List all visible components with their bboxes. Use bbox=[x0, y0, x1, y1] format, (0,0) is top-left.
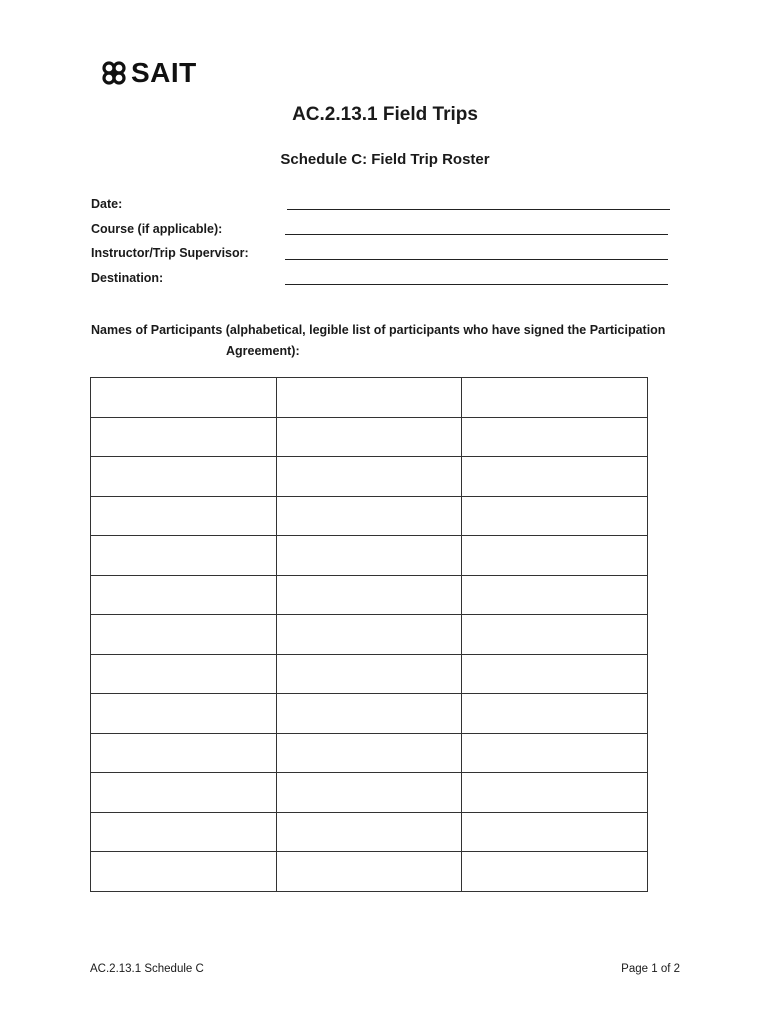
roster-cell[interactable] bbox=[276, 615, 462, 655]
table-row bbox=[91, 536, 648, 576]
roster-cell[interactable] bbox=[462, 654, 648, 694]
course-field-line[interactable] bbox=[285, 234, 668, 235]
roster-cell[interactable] bbox=[91, 733, 277, 773]
table-row bbox=[91, 852, 648, 892]
roster-cell[interactable] bbox=[462, 536, 648, 576]
roster-cell[interactable] bbox=[91, 496, 277, 536]
roster-cell[interactable] bbox=[91, 694, 277, 734]
roster-cell[interactable] bbox=[91, 812, 277, 852]
roster-cell[interactable] bbox=[91, 575, 277, 615]
roster-cell[interactable] bbox=[91, 654, 277, 694]
date-label: Date: bbox=[91, 197, 123, 211]
participant-roster-table bbox=[90, 377, 648, 892]
table-row bbox=[91, 773, 648, 813]
roster-cell[interactable] bbox=[462, 733, 648, 773]
table-row bbox=[91, 694, 648, 734]
roster-cell[interactable] bbox=[91, 378, 277, 418]
roster-cell[interactable] bbox=[462, 812, 648, 852]
table-row bbox=[91, 812, 648, 852]
date-field-line[interactable] bbox=[287, 209, 670, 210]
instructor-label: Instructor/Trip Supervisor: bbox=[91, 246, 249, 260]
roster-cell[interactable] bbox=[276, 733, 462, 773]
roster-cell[interactable] bbox=[276, 773, 462, 813]
table-row bbox=[91, 615, 648, 655]
footer-page-number: Page 1 of 2 bbox=[621, 963, 680, 975]
roster-cell[interactable] bbox=[462, 694, 648, 734]
table-row bbox=[91, 496, 648, 536]
table-row bbox=[91, 733, 648, 773]
table-row bbox=[91, 654, 648, 694]
instructor-field-line[interactable] bbox=[285, 259, 668, 260]
footer-document-id: AC.2.13.1 Schedule C bbox=[90, 963, 204, 975]
destination-field-line[interactable] bbox=[285, 284, 668, 285]
roster-cell[interactable] bbox=[276, 654, 462, 694]
roster-cell[interactable] bbox=[276, 812, 462, 852]
roster-cell[interactable] bbox=[462, 378, 648, 418]
roster-cell[interactable] bbox=[91, 536, 277, 576]
roster-cell[interactable] bbox=[276, 575, 462, 615]
roster-cell[interactable] bbox=[462, 615, 648, 655]
roster-cell[interactable] bbox=[462, 575, 648, 615]
roster-cell[interactable] bbox=[462, 457, 648, 497]
roster-cell[interactable] bbox=[276, 496, 462, 536]
page-subtitle: Schedule C: Field Trip Roster bbox=[280, 151, 490, 168]
table-row bbox=[91, 575, 648, 615]
sait-logo bbox=[101, 58, 197, 88]
table-row bbox=[91, 378, 648, 418]
instructions-line-2: Agreement): bbox=[226, 344, 300, 358]
roster-cell[interactable] bbox=[91, 852, 277, 892]
roster-cell[interactable] bbox=[91, 615, 277, 655]
participants-instructions bbox=[91, 320, 691, 362]
roster-cell[interactable] bbox=[462, 417, 648, 457]
roster-cell[interactable] bbox=[91, 773, 277, 813]
roster-cell[interactable] bbox=[91, 417, 277, 457]
logo-wordmark: SAIT bbox=[131, 57, 197, 88]
roster-cell[interactable] bbox=[276, 852, 462, 892]
roster-cell[interactable] bbox=[276, 457, 462, 497]
roster-cell[interactable] bbox=[276, 536, 462, 576]
roster-cell[interactable] bbox=[276, 378, 462, 418]
course-label: Course (if applicable): bbox=[91, 222, 223, 236]
roster-cell[interactable] bbox=[462, 496, 648, 536]
page-title: AC.2.13.1 Field Trips bbox=[292, 104, 478, 125]
roster-cell[interactable] bbox=[276, 694, 462, 734]
instructions-line-1: Names of Participants (alphabetical, legible list of participants who have signed the Participation bbox=[91, 323, 666, 337]
destination-label: Destination: bbox=[91, 271, 164, 285]
table-row bbox=[91, 457, 648, 497]
roster-cell[interactable] bbox=[462, 773, 648, 813]
roster-cell[interactable] bbox=[276, 417, 462, 457]
sait-emblem-icon bbox=[101, 60, 127, 86]
roster-cell[interactable] bbox=[462, 852, 648, 892]
table-row bbox=[91, 417, 648, 457]
roster-cell[interactable] bbox=[91, 457, 277, 497]
